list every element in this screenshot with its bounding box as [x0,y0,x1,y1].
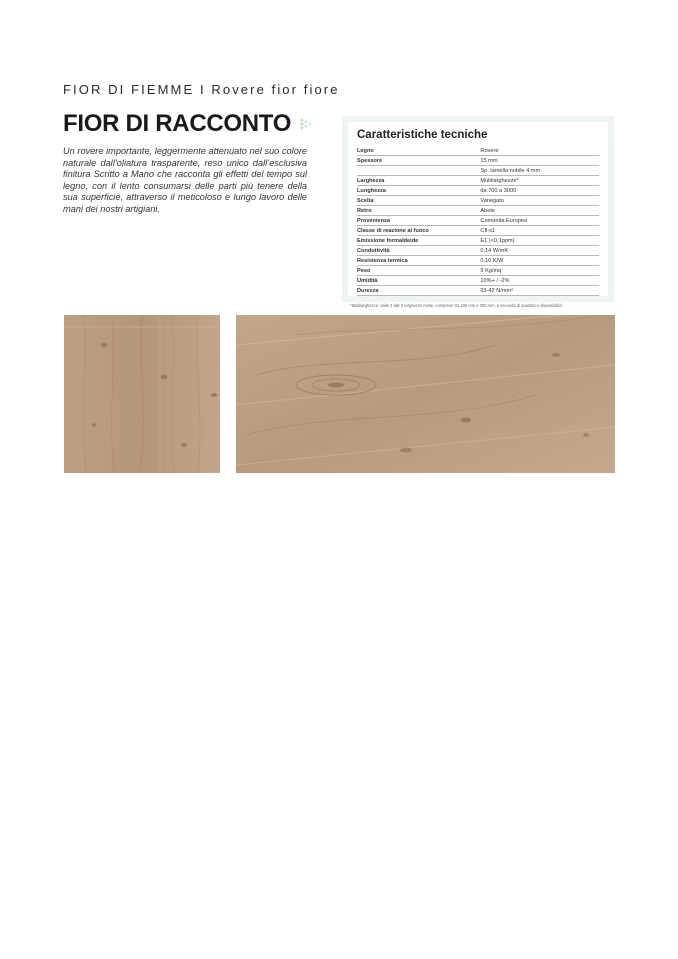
technical-specs-card [342,116,614,302]
technical-specs-panel [348,122,608,296]
spec-row [357,176,599,186]
collection-name: FIOR DI FIEMME [63,82,195,97]
product-title-row [63,110,315,138]
specs-title: Caratteristiche tecniche [357,129,488,141]
spec-value: Multilarghezze* [480,176,599,186]
spec-label: Spessore [357,156,480,166]
spec-value: E1 (<0,1ppm) [480,236,599,246]
spec-label: Retro [357,206,480,216]
spec-label: Resistenza termica [357,256,480,266]
spec-label: Umidità [357,276,480,286]
spec-label: Durezza [357,286,480,296]
product-description: Un rovere importante, leggermente attenuato nel suo colore naturale dall’oliatura trasparente, reso unico dall’esclusiva finitura Scritto a Mano che racconta gli effetti del tempo sul legno, con il lento consumarsi delle parti più tenere della sua superficie, attraverso il meticoloso e lungo lavoro delle mani dei nostri artigiani. [63,146,307,214]
spec-value: Abete [480,206,599,216]
wood-texture-small [64,315,220,473]
spec-row [357,156,599,166]
spec-row [357,166,599,176]
spec-value: 15 mm [480,156,599,166]
spec-row [357,216,599,226]
spec-row [357,186,599,196]
spec-value: 10%+ / -2% [480,276,599,286]
dots-decoration-icon [299,117,315,131]
species-name: Rovere fior fiore [211,82,340,97]
spec-label: Conduttività [357,246,480,256]
spec-row [357,206,599,216]
spec-row [357,146,599,156]
spec-row [357,226,599,236]
spec-label: Classe di reazione al fuoco [357,226,480,236]
specs-table [357,146,599,296]
spec-row [357,276,599,286]
specs-footnote: *Multilarghezze: dalle 3 alle 5 larghezze miste, comprese tra 100 mm e 300 mm, a seconda di quantità e disponibilità [350,303,562,308]
wood-sample-image-small [64,315,220,473]
collection-header [63,82,340,97]
spec-value: 0,14 W/mK [480,246,599,256]
spec-label [357,166,480,176]
header-separator: I [199,82,206,97]
spec-row [357,196,599,206]
spec-label: Larghezza [357,176,480,186]
spec-value: 0,10 K/W [480,256,599,266]
spec-label: Legno [357,146,480,156]
spec-label: Scelta [357,196,480,206]
spec-row [357,246,599,256]
spec-value: Cfl-s1 [480,226,599,236]
spec-value: Sp. lamella nobile 4 mm [480,166,599,176]
spec-row [357,286,599,296]
spec-value: Comunità Europea [480,216,599,226]
wood-sample-image-large [236,315,615,473]
spec-row [357,236,599,246]
product-title: FIOR DI RACCONTO [63,110,292,137]
spec-value: Rovere [480,146,599,156]
spec-label: Emissione formaldeide [357,236,480,246]
spec-label: Lunghezza [357,186,480,196]
spec-value: da 700 a 3000 [480,186,599,196]
spec-value: Variegato [480,196,599,206]
spec-value: 9 Kg/mq [480,266,599,276]
spec-label: Peso [357,266,480,276]
spec-value: 23-42 N/mm² [480,286,599,296]
spec-row [357,266,599,276]
spec-label: Provenienza [357,216,480,226]
spec-row [357,256,599,266]
wood-texture-large [236,315,615,473]
